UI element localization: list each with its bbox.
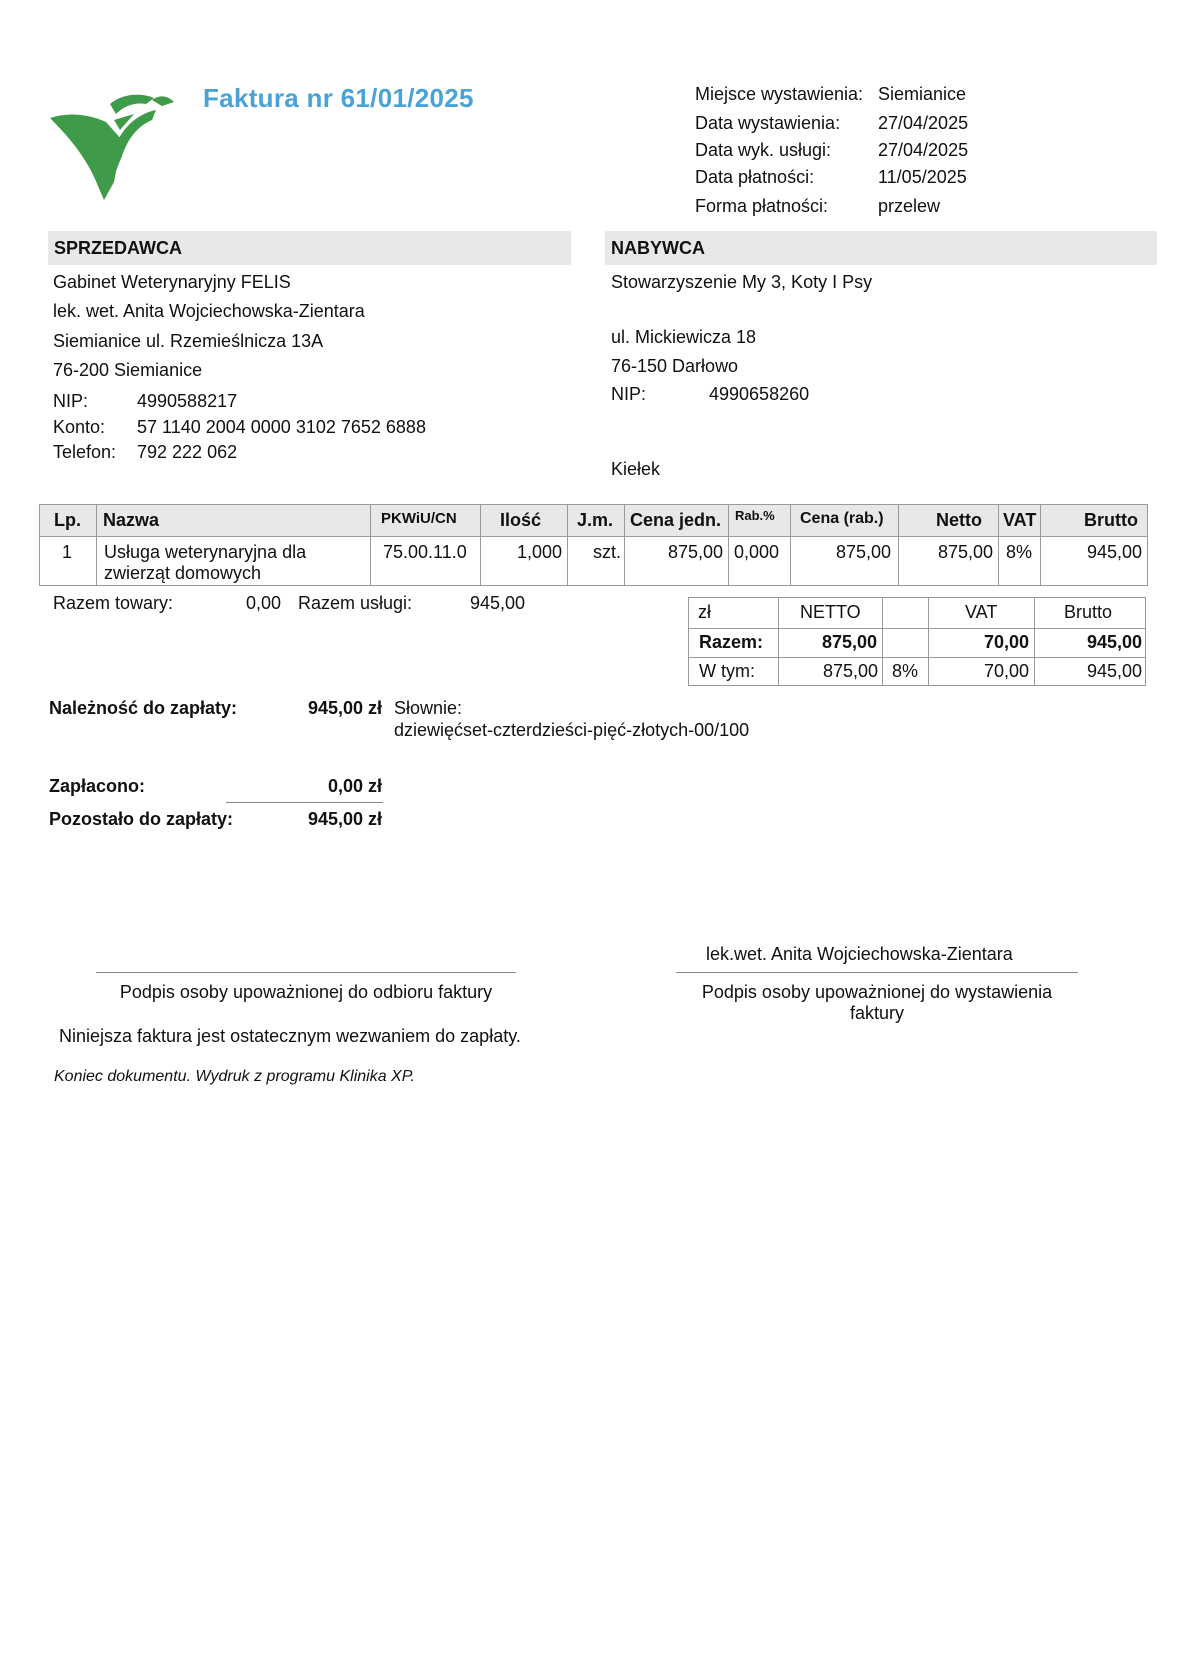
- seller-account-label: Konto:: [53, 417, 106, 437]
- remaining-label: Pozostało do zapłaty:: [49, 809, 234, 829]
- receiver-signature-caption: Podpis osoby upoważnionej do odbioru faktury: [119, 982, 493, 1002]
- seller-nip-label: NIP:: [53, 391, 89, 411]
- col-vat: VAT: [1003, 510, 1037, 530]
- row-qty: 1,000: [516, 542, 562, 562]
- col-netto: Netto: [936, 510, 982, 530]
- row-unit: szt.: [593, 542, 622, 562]
- clinic-logo-icon: [48, 90, 178, 205]
- row-netto: 875,00: [937, 542, 993, 562]
- vat-breakdown-netto: 875,00: [822, 661, 878, 681]
- row-vat: 8%: [1006, 542, 1033, 562]
- col-name: Nazwa: [103, 510, 160, 530]
- row-price: 875,00: [667, 542, 723, 562]
- buyer-street: ul. Mickiewicza 18: [611, 327, 757, 347]
- buyer-nip-label: NIP:: [611, 384, 647, 404]
- col-price-disc: Cena (rab.): [800, 510, 884, 527]
- services-total-value: 945,00: [469, 593, 525, 613]
- seller-nip: 4990588217: [137, 391, 238, 411]
- meta-service-date-label: Data wyk. usługi:: [695, 140, 832, 160]
- row-name-line1: Usługa weterynaryjna dla: [104, 542, 307, 562]
- vat-breakdown-vat: 70,00: [983, 661, 1029, 681]
- meta-payment-method-label: Forma płatności:: [695, 196, 829, 216]
- buyer-name: Stowarzyszenie My 3, Koty I Psy: [611, 272, 873, 292]
- col-lp: Lp.: [54, 510, 81, 530]
- vat-head-currency: zł: [698, 602, 711, 622]
- vat-summary-table: [688, 597, 1146, 686]
- seller-header-label: SPRZEDAWCA: [54, 238, 183, 258]
- vat-head-netto: NETTO: [800, 602, 861, 622]
- vat-total-netto: 875,00: [821, 632, 877, 652]
- seller-account: 57 1140 2004 0000 3102 7652 6888: [137, 417, 426, 437]
- vat-head-brutto: Brutto: [1064, 602, 1113, 622]
- amount-due-value: 945,00 zł: [307, 698, 382, 718]
- vat-breakdown-rate: 8%: [892, 661, 919, 681]
- issuer-signature-caption-line2: faktury: [849, 1003, 905, 1023]
- paid-underline: [226, 802, 383, 803]
- vat-head-vat: VAT: [965, 602, 998, 622]
- meta-issue-date-label: Data wystawienia:: [695, 113, 841, 133]
- col-price: Cena jedn.: [630, 510, 722, 530]
- paid-value: 0,00 zł: [327, 776, 382, 796]
- issuer-signature-line: [676, 972, 1078, 973]
- row-pkwiu: 75.00.11.0: [383, 542, 467, 562]
- vat-breakdown-brutto: 945,00: [1086, 661, 1142, 681]
- buyer-nip: 4990658260: [709, 384, 810, 404]
- vat-total-label: Razem:: [699, 632, 764, 652]
- col-discount: Rab.%: [735, 508, 775, 523]
- buyer-city: 76-150 Darłowo: [611, 356, 739, 376]
- buyer-header-label: NABYWCA: [611, 238, 705, 258]
- vat-breakdown-label: W tym:: [699, 661, 755, 681]
- amount-due-label: Należność do zapłaty:: [49, 698, 238, 718]
- amount-words-value: dziewięćset-czterdzieści-pięć-złotych-00/100: [394, 720, 750, 740]
- col-qty: Ilość: [500, 510, 542, 530]
- meta-place-value: Siemianice: [878, 84, 967, 104]
- meta-payment-date-label: Data płatności:: [695, 167, 815, 187]
- seller-phone-label: Telefon:: [53, 442, 117, 462]
- row-brutto: 945,00: [1086, 542, 1142, 562]
- document-end-note: Koniec dokumentu. Wydruk z programu Klinika XP.: [54, 1068, 415, 1085]
- paid-label: Zapłacono:: [49, 776, 146, 796]
- meta-service-date-value: 27/04/2025: [878, 140, 969, 160]
- meta-payment-method-value: przelew: [878, 196, 941, 216]
- seller-header: [48, 231, 571, 265]
- vat-total-vat: 70,00: [983, 632, 1029, 652]
- buyer-note: Kiełek: [611, 459, 661, 479]
- services-total-label: Razem usługi:: [298, 593, 413, 613]
- seller-street: Siemianice ul. Rzemieślnicza 13A: [53, 331, 324, 351]
- row-name-line2: zwierząt domowych: [104, 563, 262, 583]
- issuer-name: lek.wet. Anita Wojciechowska-Zientara: [706, 944, 1013, 964]
- row-discount: 0,000: [734, 542, 780, 562]
- buyer-header: [605, 231, 1157, 265]
- receiver-signature-line: [96, 972, 516, 973]
- meta-place-label: Miejsce wystawienia:: [695, 84, 864, 104]
- row-lp: 1: [62, 542, 73, 562]
- col-pkwiu: PKWiU/CN: [381, 510, 457, 527]
- row-price-disc: 875,00: [835, 542, 891, 562]
- seller-city: 76-200 Siemianice: [53, 360, 203, 380]
- seller-phone: 792 222 062: [137, 442, 238, 462]
- meta-issue-date-value: 27/04/2025: [878, 113, 969, 133]
- goods-total-label: Razem towary:: [53, 593, 174, 613]
- seller-name: Gabinet Weterynaryjny FELIS: [53, 272, 291, 292]
- vat-total-brutto: 945,00: [1086, 632, 1142, 652]
- invoice-title: Faktura nr 61/01/2025: [203, 83, 474, 113]
- items-table: [39, 504, 1148, 586]
- col-brutto: Brutto: [1084, 510, 1138, 530]
- seller-person: lek. wet. Anita Wojciechowska-Zientara: [53, 301, 365, 321]
- issuer-signature-caption-line1: Podpis osoby upoważnionej do wystawienia: [701, 982, 1053, 1002]
- remaining-value: 945,00 zł: [307, 809, 382, 829]
- col-unit: J.m.: [577, 510, 614, 530]
- goods-total-value: 0,00: [245, 593, 281, 613]
- amount-words-label: Słownie:: [394, 698, 463, 718]
- final-notice: Niniejsza faktura jest ostatecznym wezwaniem do zapłaty.: [59, 1026, 521, 1046]
- meta-payment-date-value: 11/05/2025: [878, 167, 967, 187]
